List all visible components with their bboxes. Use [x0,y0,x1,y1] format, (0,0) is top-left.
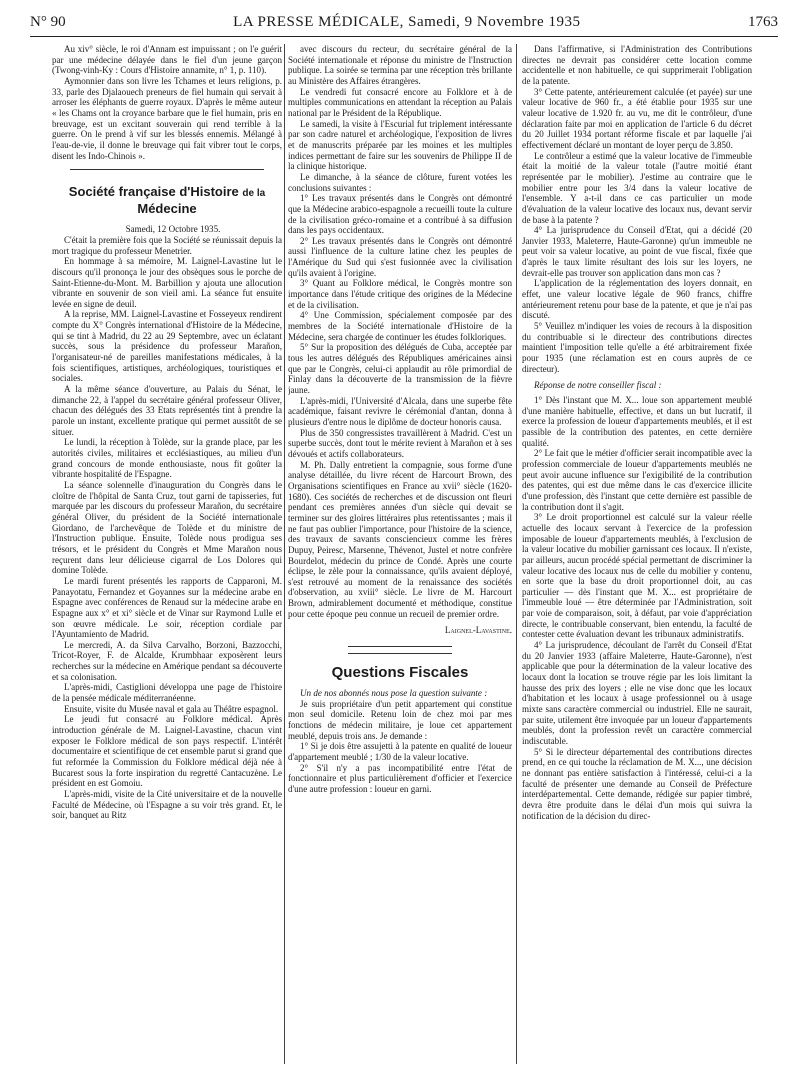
section-title-fiscales: Questions Fiscales [331,664,469,682]
paragraph: Le vendredi fut consacré encore au Folklore et à de multiples communications en attendant la réception au Palais national par le Président de la République. [288,86,512,118]
journal-title [233,14,580,31]
paragraph: 1° Si je dois être assujetti à la patente en qualité de loueur d'appartement meublé ; 1/30 de la valeur locative. [288,741,512,763]
paragraph: Le lundi, la réception à Tolède, sur la grande place, par les autorités civiles, militaires et ecclésiastiques, au milieu d'un grand concours de monde enthousiaste, nous fit goûter la vibrante hospitalité de l'Espagne. [52,437,282,480]
section-title-histoire [52,184,282,216]
paragraph: L'application de la réglementation des loyers donnait, en effet, une valeur locative légale de 960 francs, chiffre antérieurement retenu pour base de la patente, et que je n'ai pas discuté. [522,278,752,321]
header-rule [30,36,778,37]
congress-text [288,44,512,619]
paragraph: Aymonnier dans son livre les Tchames et leurs religions, p. 33, parle des Djalaouech preneurs de fiel humain qui servait à arroser les éléphants de guerre royaux. D'après le même auteur « les Chams ont la croyance barbare que le fiel humain, pris en breuvage, est un excitant souverain qui rend terrible à la guerre. On le prend à vif sur les blessés ennemis. Mélangé à l'eau-de-vie, il donne le breuvage qui fait vibrer tout le corps, disent les Indo-Chinois ». [52,75,282,161]
question-intro-text: Un de nos abonnés nous pose la question suivante : [300,688,488,699]
paragraph: En hommage à sa mémoire, M. Laignel-Lavastine lut le discours qu'il prononça le jour des obsèques sous le porche de Saint-Etienne-du-Mont. M. Barbillion y ajouta une allocution vibrante en souvenir de son vieil ami. La séance fut ensuite levée en signe de deuil. [52,256,282,309]
answer-text [522,395,752,821]
paragraph: Le contrôleur a estimé que la valeur locative de l'immeuble était la moitié de la valeur totale (l'autre moitié étant représentée par le mobilier). J'estime au contraire que le mobilier entre pour les 3/4 dans la valeur locative de l'ensemble. Y a-t-il dans ce cas particulier un mode d'évaluation de la valeur locative des locaux nus, devant servir de base à la patente ? [522,150,752,225]
paragraph: L'après-midi, l'Université d'Alcala, dans une superbe fête académique, faisant revivre le cérémonial d'antan, donna à plusieurs d'entre nous le diplôme de docteur honoris causa. [288,395,512,427]
page-header [30,14,778,34]
paragraph: 5° Si le directeur départemental des contributions directes prend, en ce qui touche la réclamation de M. X..., une décision ne donnant pas entière satisfaction à l'intéressé, celui-ci a la faculté de présenter une demande au Conseil de Préfecture interdépartemental. Cette demande, rédigée sur papier timbré, devra être produite dans le délai d'un mois qui suivra la notification de la décision du direc- [522,746,752,821]
paragraph: Au xiv° siècle, le roi d'Annam est impuissant ; on l'e guérit par une médecine délayée dans le fiel d'un jeune garçon (Twong-vinh-Ky : Cours d'Histoire annamite, n° 1, p. 110). [52,44,282,76]
paragraph: C'était la première fois que la Société se réunissait depuis la mort tragique du professeur Menetrier. [52,234,282,256]
paragraph: 3° Le droit proportionnel est calculé sur la valeur réelle actuelle des locaux servant à l'exercice de la profession imposable de loueur d'appartements meublés, à l'exclusion de la valeur locative du mobilier garnissant ces locaux. Il n'existe, par ailleurs, aucun procédé spécial permettant de discriminer la valeur locative des locaux nus de celle du mobilier y contenu, en sorte que la base du droit proportionnel doit, au cas particulier — dès l'instant que M. X... est propriétaire de l'immeuble loué — être déterminée par l'Administration, soit par voie de comparaison, soit, à défaut, par voie d'appréciation directe, le contribuable conservant, bien entendu, la faculté de contester cette évaluation devant les tribunaux administratifs. [522,512,752,640]
column-2 [288,44,512,1068]
paragraph: 1° Dès l'instant que M. X... loue son appartement meublé d'une manière habituelle, effective, et dans un but lucratif, il exerce la profession de loueur d'appartements meublés, et il est passible de la contribution des patentes, en cette dernière qualité. [522,395,752,448]
section-title-small: de la [242,188,266,200]
section-rule [348,653,452,654]
question-continued [522,44,752,374]
paragraph: 3° Cette patente, antérieurement calculée (et payée) sur une valeur locative de 960 fr., a été établie pour 1935 sur une valeur locative de 1.920 fr. au vu, me dit le contrôleur, d'une déclaration faite par moi en application de l'article 6 du décret du 20 Juillet 1934 portant réforme fiscale et par laquelle j'ai effectivement déclaré un montant de loyer perçu de 3.850. [522,86,752,150]
paragraph: L'après-midi, visite de la Cité universitaire et de la nouvelle Faculté de Médecine, où l'Espagne a su voir très grand. Et, le soir, banquet au Ritz [52,789,282,821]
paragraph: L'après-midi, Castiglioni développa une page de l'histoire de la pensée médicale méditerranéenne. [52,682,282,704]
paragraph: 5° Sur la proposition des délégués de Cuba, acceptée par tous les autres délégués des Républiques américaines ainsi que par le Congrès, celui-ci applaudit au rôle primordial de Finlay dans la découverte de la transmission de la fièvre jaune. [288,342,512,395]
paragraph: Le samedi, la visite à l'Escurial fut triplement intéressante par son cadre naturel et archéologique, l'exposition de livres et de manuscrits préparée par les moines et les multiples indices permettant de faire sur les souvenirs de Philippe II de la clinique historique. [288,118,512,172]
journal-date: Samedi, 9 Novembre 1935 [408,14,581,30]
paragraph: Le dimanche, à la séance de clôture, furent votées les conclusions suivantes : [288,171,512,193]
intro-text [52,44,282,161]
paragraph: avec discours du recteur, du secrétaire général de la Société internationale et réponse du ministre de l'Instruction publique. La soirée se termina par une réception très brillante au Ministère des Affaires étrangères. [288,44,512,86]
paragraph: Le mercredi, A. da Silva Carvalho, Borzoni, Bazzocchi, Tricot-Royer, F. de Alcalde, Krumbhaar exposèrent leurs recherches sur la médecine en Amérique pendant sa découverte et sa colonisation. [52,639,282,682]
paragraph: A la reprise, MM. Laignel-Lavastine et Fosseyeux rendirent compte du X° Congrès international d'Histoire de la Médecine, qui se tint à Madrid, du 22 au 29 Septembre, avec un éclatant succès, sous la présidence du professeur Marañon, l'organisateur-né de pareilles manifestations médicales, à la fois scientifiques, artistiques, archéologiques, touristiques et sociales. [52,309,282,384]
issue-number: N° 90 [30,14,66,30]
section-title-end: Médecine [137,201,197,217]
column-separator [516,44,517,1064]
paragraph: M. Ph. Dally entretient la compagnie, sous forme d'une analyse détaillée, du livre récent de Harcourt Brown, des Organisations scientifiques en France au xvii° siècle (1620-1680). Ces sociétés de recherches et de discussion ont fleuri pendant ces premières années d'un siècle qui devait se terminer sur des gloires littéraires plus retentissantes ; mais il ne faut pas oublier l'importance, pour l'histoire de la science, des travaux de savants consciencieux comme les frères Dupuy, Peiresc, Marsenne, Thévenot, Justel et notre confrère Bourdelot, médecin du prince de Condé. Après une courte éclipse, le zèle pour la connaissance, qu'ils avaient déployé, s'est retrouvé au moment de la renaissance des sociétés d'observation, au xviii° siècle. Le livre de M. Harcourt Brown, admirablement documenté et méthodique, constitue pour cette époque peu connue un recueil de premier ordre. [288,459,512,619]
column-1 [52,44,282,1068]
paragraph: 4° Une Commission, spécialement composée par des membres de la Société internationale d'Histoire de la Médecine, sera chargée de continuer les études folkloriques. [288,310,512,342]
paragraph: Ensuite, visite du Musée naval et gala au Théâtre espagnol. [64,703,279,714]
histoire-body [52,235,282,821]
paragraph: 4° La jurisprudence, découlant de l'arrêt du Conseil d'Etat du 20 Janvier 1933 (affaire Maleterre, Haute-Garonne), n'est applicable que pour la détermination de la valeur locative des locaux dont la location se trouve régie par les lois limitant la hausse des prix des loyers ; elle ne vise donc que les locaux d'habitation et les locaux à usage professionnel ou à usage mixte sans caractère commercial ou industriel. Elle ne saurait, par suite, utilement être invoquée par un loueur d'appartements meublés, dont la profession revêt un caractère commercial indiscutable. [522,640,752,746]
page-number: 1763 [747,14,778,30]
section-rule [70,169,264,170]
paragraph: Le jeudi fut consacré au Folklore médical. Après introduction générale de M. Laignel-Lavastine, chacun vint exposer le Folklore médical de son pays respectif. L'intérêt documentaire et scientifique de cet ensemble parut si grand que fut reformée la Commission du Folklore médical déjà née à Bucarest sous la forte inspiration du regretté Cantacuzène. Le président en est Gomoiu. [52,714,282,789]
paragraph: 2° S'il n'y a pas incompatibilité entre l'état de fonctionnaire et plus particulièrement d'officier et l'exercice d'une autre profession : loueur en garni. [288,762,512,794]
paragraph: 5° Veuillez m'indiquer les voies de recours à la disposition du contribuable si le directeur des contributions directes maintient l'imposition telle qu'elle a été arbitrairement fixée pour 1935 (une réclamation est en cours auprès de ce directeur). [522,321,752,374]
paragraph: Plus de 350 congressistes travaillèrent à Madrid. C'est un superbe succès, dont tout le mérite revient à Marañon et à ses dévoués et actifs collaborateurs. [288,427,512,459]
journal-name: LA PRESSE MÉDICALE, [233,14,404,30]
section-title-main: Société française d'Histoire [68,184,239,200]
signature-text: Laignel-Lavastine. [444,625,512,636]
session-date: Samedi, 12 Octobre 1935. [125,224,221,235]
paragraph: 2° Les travaux présentés dans le Congrès ont démontré aussi l'influence de la culture latine chez les peuples de l'Amérique du Sud qui s'est fusionnée avec la civilisation qu'ils avaient à l'origine. [288,235,512,278]
answer-title [522,380,752,391]
paragraph: La séance solennelle d'inauguration du Congrès dans le cloître de l'hôpital de Santa Cruz, tout garni de tapisseries, fut marquée par les discours du professeur Marañon, du secrétaire général Oliver, du président de la Société internationale Giordano, de l'archevêque de Tolède et du ministre de l'Instruction publique. Ensuite, Tolède nous prodigua ses trésors, et le président du Congrès et Mme Marañon nous reçurent dans leur délicieuse cigarral de Los Dolores qui domine Tolède. [52,479,282,576]
question-text [288,699,512,795]
column-separator [284,44,285,1064]
answer-title-text: Réponse de notre conseiller fiscal : [534,380,662,391]
paragraph: 1° Les travaux présentés dans le Congrès ont démontré que la Médecine arabico-espagnole a recueilli toute la culture de la civilisation gréco-romaine et a contribué à sa diffusion dans les pays occidentaux. [288,193,512,236]
paragraph: 2° Le fait que le métier d'officier serait incompatible avec la profession commerciale de loueur d'appartements meublés ne peut avoir aucune influence sur l'exigibilité de la contribution des patentes, qui est due même dans le cas d'exercice illicite d'une profession, dès l'instant que cette dernière est passible de la contribution dont il s'agit. [522,448,752,512]
question-intro [288,688,512,699]
column-3 [522,44,752,1068]
paragraph: Je suis propriétaire d'un petit appartement qui constitue mon seul domicile. Retenu loin de chez moi par mes fonctions de médecin militaire, je loue cet appartement meublé, depuis trois ans. Je demande : [288,698,512,741]
paragraph: Dans l'affirmative, si l'Administration des Contributions directes ne devrait pas considérer cette location comme accidentelle et non habituelle, ce qui supprimerait l'obligation de la patente. [522,44,752,86]
section-rule [348,646,452,647]
paragraph: Le mardi furent présentés les rapports de Capparoni, M. Panayotatu, Fernandez et Goyannes sur la médecine arabe en Espagne avec conférences de Renaud sur la médecine arabe en Espagne aux x° et xi° siècle et de Vinar sur Raymond Lulle et son œuvre médicale. Le soir, réception cordiale par l'Ayuntamiento de Madrid. [52,575,282,640]
signature [288,625,512,636]
paragraph: 3° Quant au Folklore médical, le Congrès montre son importance dans l'étude critique des origines de la Médecine et de la civilisation. [288,278,512,310]
paragraph: 4° La jurisprudence du Conseil d'Etat, qui a décidé (20 Janvier 1933, Maleterre, Haute-Garonne) qu'un immeuble ne peut voir sa valeur locative, au point de vue fiscal, fixée que d'après le taux limite résultant des lois sur les loyers, ne devrait-elle pas trouver son application dans mon cas ? [522,225,752,278]
paragraph: A la même séance d'ouverture, au Palais du Sénat, le dimanche 22, à l'appel du secrétaire général professeur Oliver, chacun des délégués des 33 Etats représentés tint à prendre la parole un instant, excellente pratique qui permet aussitôt de se situer. [52,384,282,437]
